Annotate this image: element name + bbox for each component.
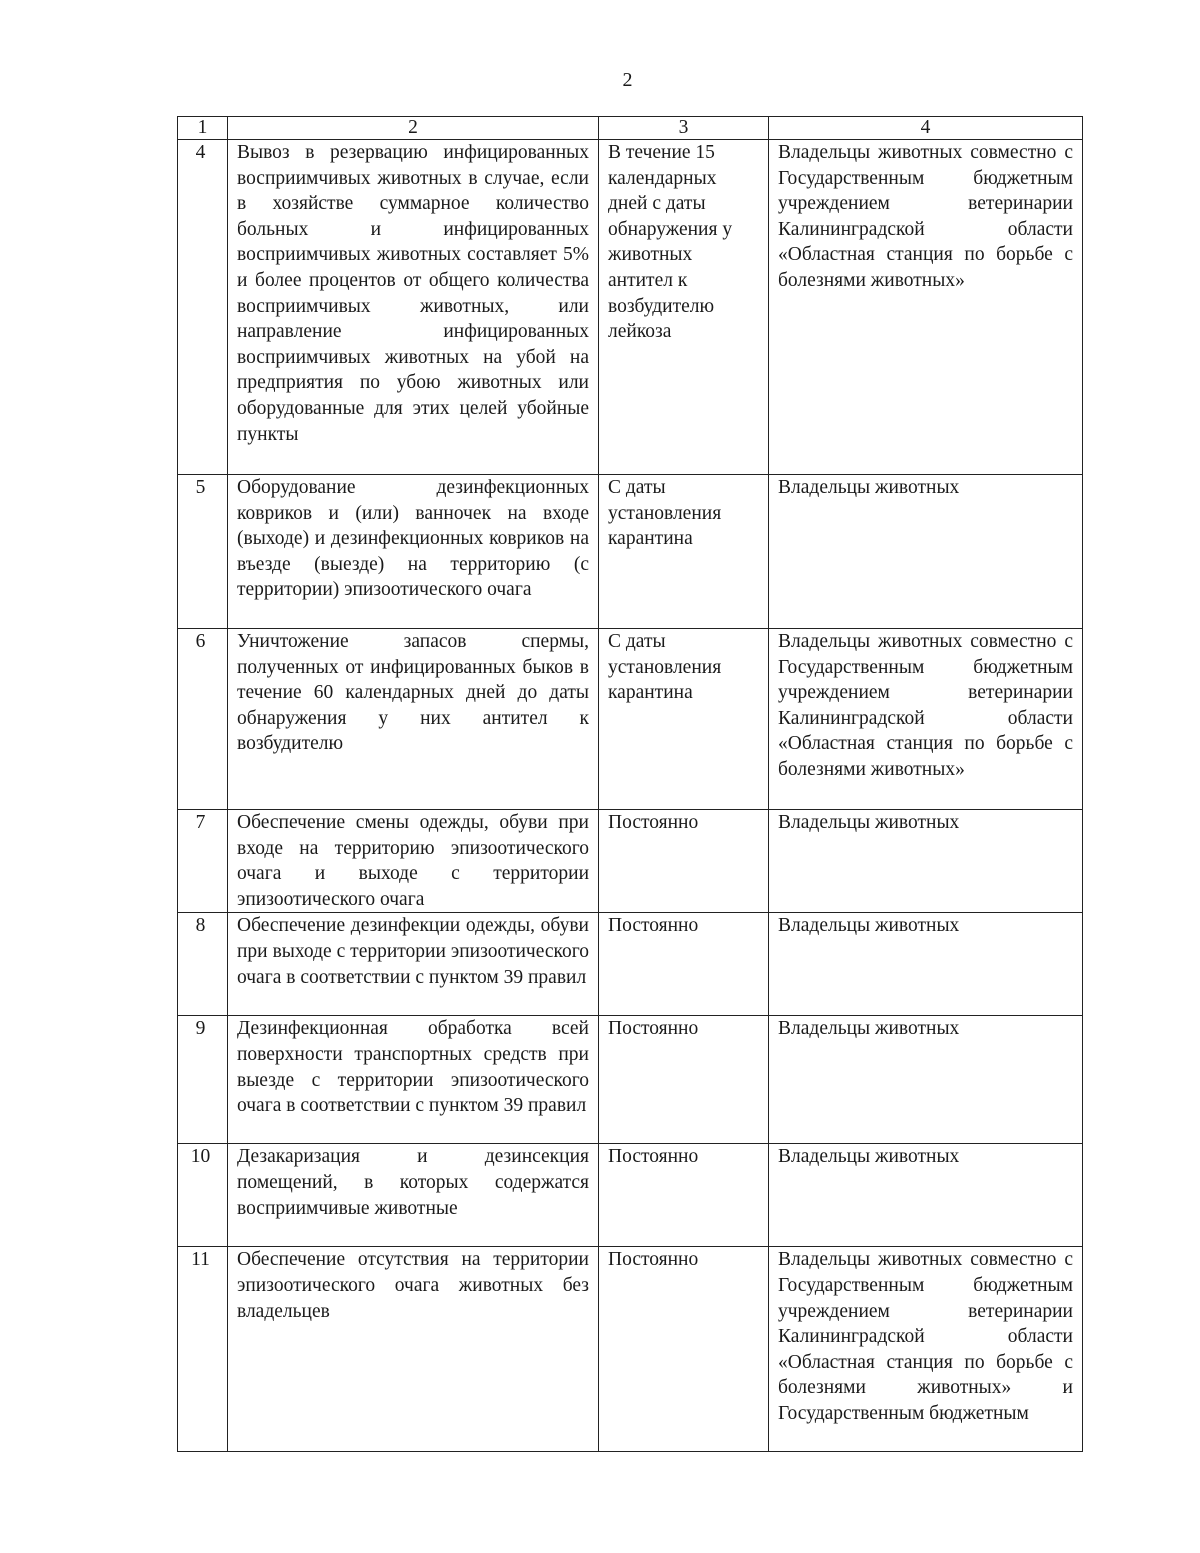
- row-number: 4: [178, 140, 228, 475]
- measure-cell: Обеспечение отсутствия на территории эпизоотического очага животных без владельцев: [228, 1247, 599, 1452]
- header-cell-1: 1: [178, 117, 228, 140]
- measure-cell: Дезакаризация и дезинсекция помещений, в которых содержатся восприимчивые животные: [228, 1144, 599, 1247]
- responsible-cell: Владельцы животных совместно с Государственным бюджетным учреждением ветеринарии Калининградской области «Областная станция по борьбе с болезнями животных» и Государственным бюджетным: [769, 1247, 1083, 1452]
- responsible-cell: Владельцы животных: [769, 810, 1083, 913]
- row-number: 9: [178, 1016, 228, 1144]
- row-number: 6: [178, 629, 228, 810]
- term-cell: Постоянно: [599, 810, 769, 913]
- responsible-cell: Владельцы животных: [769, 1016, 1083, 1144]
- table-row: [178, 1144, 1083, 1247]
- responsible-cell: Владельцы животных: [769, 913, 1083, 1016]
- table-row: [178, 1247, 1083, 1452]
- term-cell: В течение 15 календарных дней с даты обнаружения у животных антител к возбудителю лейкоза: [599, 140, 769, 475]
- measure-cell: Вывоз в резервацию инфицированных восприимчивых животных в случае, если в хозяйстве суммарное количество больных и инфицированных восприимчивых животных составляет 5% и более процентов от общего количества восприимчивых животных, или направление инфицированных восприимчивых животных на убой на предприятия по убою животных или оборудованные для этих целей убойные пункты: [228, 140, 599, 475]
- responsible-cell: Владельцы животных совместно с Государственным бюджетным учреждением ветеринарии Калининградской области «Областная станция по борьбе с болезнями животных»: [769, 629, 1083, 810]
- table-row: [178, 475, 1083, 629]
- header-cell-2: 2: [228, 117, 599, 140]
- table-row: [178, 140, 1083, 475]
- term-cell: Постоянно: [599, 1016, 769, 1144]
- measure-cell: Уничтожение запасов спермы, полученных от инфицированных быков в течение 60 календарных дней до даты обнаружения у них антител к возбудителю: [228, 629, 599, 810]
- term-cell: Постоянно: [599, 1247, 769, 1452]
- table-row: [178, 913, 1083, 1016]
- term-cell: С даты установления карантина: [599, 475, 769, 629]
- measure-cell: Оборудование дезинфекционных ковриков и (или) ванночек на входе (выходе) и дезинфекционных ковриков на въезде (выезде) на территорию (с территории) эпизоотического очага: [228, 475, 599, 629]
- row-number: 10: [178, 1144, 228, 1247]
- term-cell: С даты установления карантина: [599, 629, 769, 810]
- page-number: 2: [622, 69, 633, 91]
- responsible-cell: Владельцы животных: [769, 475, 1083, 629]
- responsible-cell: Владельцы животных совместно с Государственным бюджетным учреждением ветеринарии Калининградской области «Областная станция по борьбе с болезнями животных»: [769, 140, 1083, 475]
- measure-cell: Обеспечение дезинфекции одежды, обуви при выходе с территории эпизоотического очага в соответствии с пунктом 39 правил: [228, 913, 599, 1016]
- row-number: 11: [178, 1247, 228, 1452]
- row-number: 7: [178, 810, 228, 913]
- table-row: [178, 810, 1083, 913]
- table-row: [178, 1016, 1083, 1144]
- header-cell-3: 3: [599, 117, 769, 140]
- term-cell: Постоянно: [599, 1144, 769, 1247]
- term-cell: Постоянно: [599, 913, 769, 1016]
- responsible-cell: Владельцы животных: [769, 1144, 1083, 1247]
- header-cell-4: 4: [769, 117, 1083, 140]
- table-header-row: [178, 117, 1083, 140]
- row-number: 8: [178, 913, 228, 1016]
- measures-table: [177, 116, 1083, 1452]
- row-number: 5: [178, 475, 228, 629]
- measure-cell: Обеспечение смены одежды, обуви при входе на территорию эпизоотического очага и выходе с территории эпизоотического очага: [228, 810, 599, 913]
- table-row: [178, 629, 1083, 810]
- measure-cell: Дезинфекционная обработка всей поверхности транспортных средств при выезде с территории эпизоотического очага в соответствии с пунктом 39 правил: [228, 1016, 599, 1144]
